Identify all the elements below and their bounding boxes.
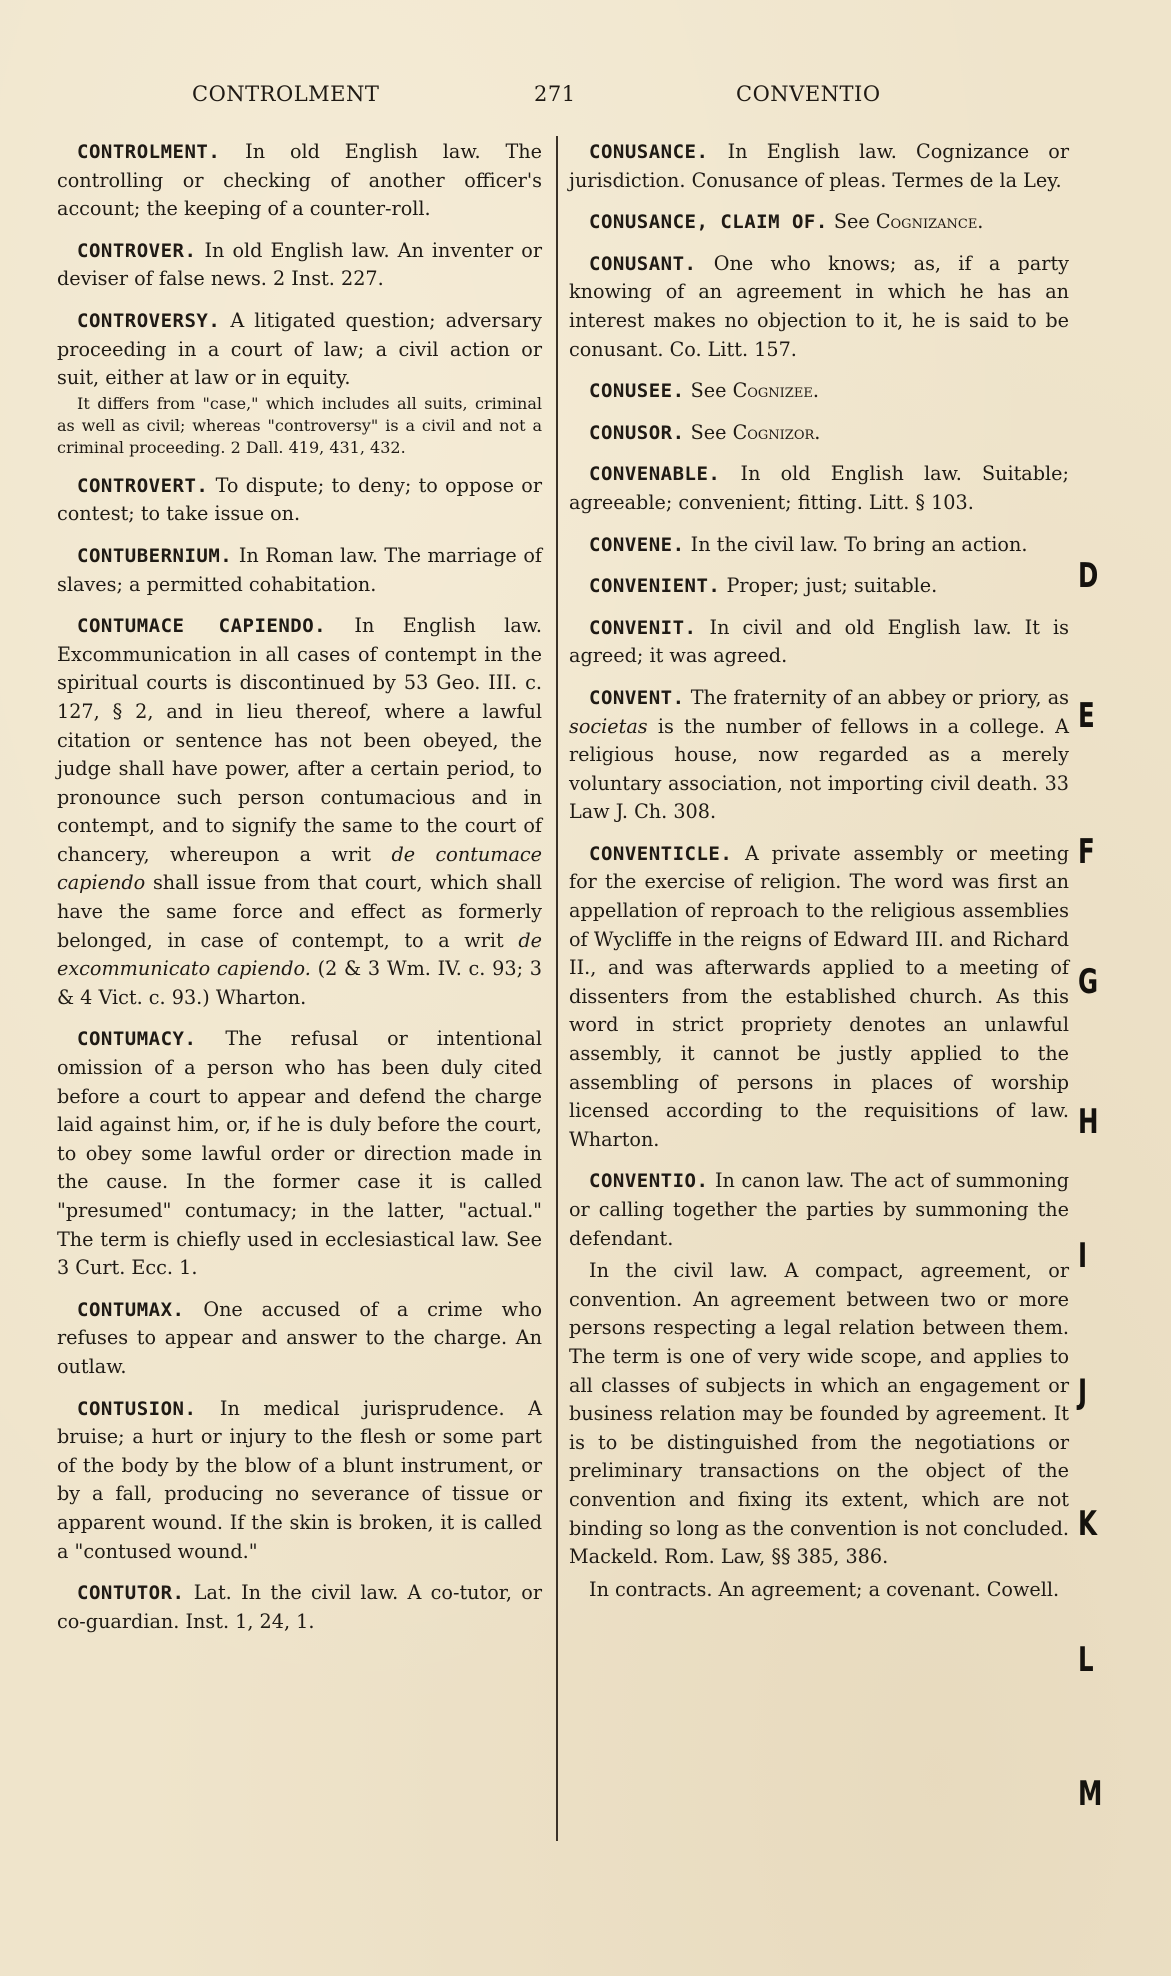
entry-controlment: [57, 138, 542, 224]
entry-conusee: [569, 377, 1069, 406]
definition: A private assembly or meeting for the exercise of religion. The word was first an appellation of reproach to the religious assemblies of Wycliffe in the reigns of Edward III. and Richard II., and was afterwards applied to a meeting of dissenters from the established church. As this word in strict propriety denotes an unlawful assembly, it cannot be justly applied to the assembling of persons in places of worship licensed according to the requisitions of law. Wharton.: [569, 841, 1069, 1151]
headword: CONTUTOR.: [77, 1582, 185, 1605]
headword: CONVENE.: [589, 533, 685, 556]
entry-controversy: [57, 307, 542, 459]
definition-part: shall issue from that court, which shall have the same force and effect as formerly belonged, in case of contempt, to a writ: [57, 871, 542, 952]
definition-part: is the number of fellows in a college. A religious house, now regarded as a merely voluntary association, not importing civil death. 33 Law J. Ch. 308.: [569, 714, 1069, 824]
headword: CONUSOR.: [589, 421, 685, 444]
thumb-index-e[interactable]: E: [1078, 696, 1095, 736]
definition: Proper; just; suitable.: [720, 574, 938, 598]
cross-reference: Cognizee.: [732, 379, 819, 403]
headword: CONVENTICLE.: [589, 842, 733, 865]
definition-paragraph: In contracts. An agreement; a covenant. Cowell.: [589, 1577, 1060, 1601]
right-column: [569, 138, 1069, 1617]
entry-controver: [57, 237, 542, 294]
latin-term: de contumace capiendo: [57, 842, 542, 895]
cross-reference: Cognizor.: [732, 420, 821, 444]
headword: CONTUMACY.: [77, 1028, 197, 1051]
definition: In the civil law. To bring an action.: [684, 532, 1028, 556]
headword: CONUSANCE, CLAIM OF.: [589, 211, 828, 234]
definition-paragraph: In the civil law. A compact, agreement, or convention. An agreement between two or more persons respecting a legal relation between them. The term is one of very wide scope, and applies to all classes of subjects in which an engagement or business relation may be founded by agreement. It is to be distinguished from the negotiations or preliminary transactions on the object of the convention and fixing its extent, which are not binding so long as the convention is not concluded. Mackeld. Rom. Law, §§ 385, 386.: [569, 1259, 1069, 1569]
definition: See: [827, 210, 876, 234]
entry-contumax: [57, 1296, 542, 1382]
headword: CONVENIT.: [589, 616, 697, 639]
entry-conusance-claim-of: [569, 208, 1069, 237]
headword: CONTUMAX.: [77, 1298, 185, 1321]
headword: CONVENTIO.: [589, 1170, 709, 1193]
entry-convenit: [569, 614, 1069, 671]
headword: CONTUSION.: [77, 1397, 197, 1420]
definition: See: [684, 420, 733, 444]
latin-term: societas: [569, 714, 648, 738]
entry-convene: [569, 531, 1069, 560]
definition: One who knows; as, if a party knowing of an agreement in which he has an interest makes no objection to it, he is said to be conusant. Co. Litt. 157.: [569, 251, 1069, 361]
entry-contumace-capiendo: [57, 612, 542, 1012]
thumb-index-i[interactable]: I: [1078, 1236, 1088, 1276]
definition: The refusal or intentional omission of a person who has been duly cited before a court to appear and defend the charge laid against him, or, if he is duly before the court, to obey some lawful order or direction made in the cause. In the former case it is called "presumed" contumacy; in the latter, "actual." The term is chiefly used in ecclesiastical law. See 3 Curt. Ecc. 1.: [57, 1027, 542, 1280]
definition: In canon law. The act of summoning or calling together the parties by summoning the defendant.: [569, 1169, 1069, 1250]
entry-conusor: [569, 419, 1069, 448]
headword: CONTROVER.: [77, 239, 197, 262]
definition: To dispute; to deny; to oppose or contest; to take issue on.: [57, 473, 542, 526]
entry-contusion: [57, 1395, 542, 1567]
entry-contumacy: [57, 1025, 542, 1282]
definition-part: (2 & 3 Wm. IV. c. 93; 3 & 4 Vict. c. 93.) Wharton.: [57, 957, 542, 1009]
entry-controvert: [57, 472, 542, 529]
header-last-term: CONVENTIO: [736, 82, 881, 106]
entry-convenable: [569, 460, 1069, 517]
column-divider: [556, 136, 558, 1841]
definition: In old English law. Suitable; agreeable; convenient; fitting. Litt. § 103.: [569, 462, 1069, 514]
headword: CONTROVERT.: [77, 474, 209, 497]
entry-conusance: [569, 138, 1069, 195]
definition: A litigated question; adversary proceeding in a court of law; a civil action or suit, either at law or in equity.: [57, 308, 542, 390]
note: It differs from "case," which includes all suits, criminal as well as civil; whereas "controversy" is a civil and not a criminal proceeding. 2 Dall. 419, 431, 432.: [57, 393, 542, 457]
thumb-index-j[interactable]: J: [1078, 1372, 1088, 1412]
definition: One accused of a crime who refuses to appear and answer to the charge. An outlaw.: [57, 1297, 542, 1378]
page-number: 271: [534, 82, 576, 106]
definition: See: [684, 379, 733, 403]
definition: In old English law. An inventer or deviser of false news. 2 Inst. 227.: [57, 238, 542, 291]
latin-term: de excommunicato capiendo.: [57, 928, 542, 981]
header-first-term: CONTROLMENT: [192, 82, 380, 106]
definition-part: In English law. Excommunication in all cases of contempt in the spiritual courts is discontinued by 53 Geo. III. c. 127, § 2, and in lieu thereof, where a lawful citation or sentence has not been obeyed, the judge shall have power, after a certain period, to pronounce such person contumacious and in contempt, and to signify the same to the court of chancery, whereupon a writ: [57, 614, 542, 866]
entry-convent: [569, 684, 1069, 827]
running-head: [56, 82, 1066, 118]
headword: CONTUBERNIUM.: [77, 544, 233, 567]
thumb-index-l[interactable]: L: [1078, 1640, 1094, 1680]
thumb-index-d[interactable]: D: [1078, 556, 1099, 596]
definition: In old English law. The controlling or checking of another officer's account; the keeping of a counter-roll.: [57, 140, 542, 221]
thumb-index-m[interactable]: M: [1078, 1774, 1103, 1814]
headword: CONTROLMENT.: [77, 141, 221, 163]
thumb-index-h[interactable]: H: [1078, 1102, 1099, 1142]
definition: In Roman law. The marriage of slaves; a permitted cohabitation.: [57, 543, 542, 596]
headword: CONTROVERSY.: [77, 309, 221, 332]
entry-conventio: [569, 1167, 1069, 1604]
thumb-index-k[interactable]: K: [1078, 1504, 1097, 1544]
definition: In medical jurisprudence. A bruise; a hurt or injury to the flesh or some part of the body by the blow of a blunt instrument, or by a fall, producing no severance of tissue or apparent wound. If the skin is broken, it is called a "contused wound.": [57, 1396, 542, 1563]
thumb-index-f[interactable]: F: [1078, 832, 1095, 872]
headword: CONUSEE.: [589, 380, 685, 403]
headword: CONUSANT.: [589, 252, 697, 275]
entry-conventicle: [569, 840, 1069, 1155]
headword: CONTUMACE CAPIENDO.: [77, 615, 327, 638]
thumb-index-g[interactable]: G: [1078, 962, 1099, 1002]
definition: In civil and old English law. It is agreed; it was agreed.: [569, 615, 1069, 668]
definition-part: The fraternity of an abbey or priory, as: [684, 685, 1069, 709]
headword: CONVENIENT.: [589, 575, 721, 598]
entry-conusant: [569, 250, 1069, 364]
cross-reference: Cognizance.: [875, 210, 984, 234]
definition: Lat. In the civil law. A co-tutor, or co-guardian. Inst. 1, 24, 1.: [57, 1581, 542, 1633]
headword: CONVENT.: [589, 686, 685, 709]
left-column: [57, 138, 542, 1649]
entry-contutor: [57, 1579, 542, 1636]
definition: In English law. Cognizance or jurisdiction. Conusance of pleas. Termes de la Ley.: [569, 140, 1069, 192]
headword: CONVENABLE.: [589, 463, 721, 486]
headword: CONUSANCE.: [589, 141, 709, 163]
entry-contubernium: [57, 542, 542, 599]
entry-convenient: [569, 572, 1069, 601]
